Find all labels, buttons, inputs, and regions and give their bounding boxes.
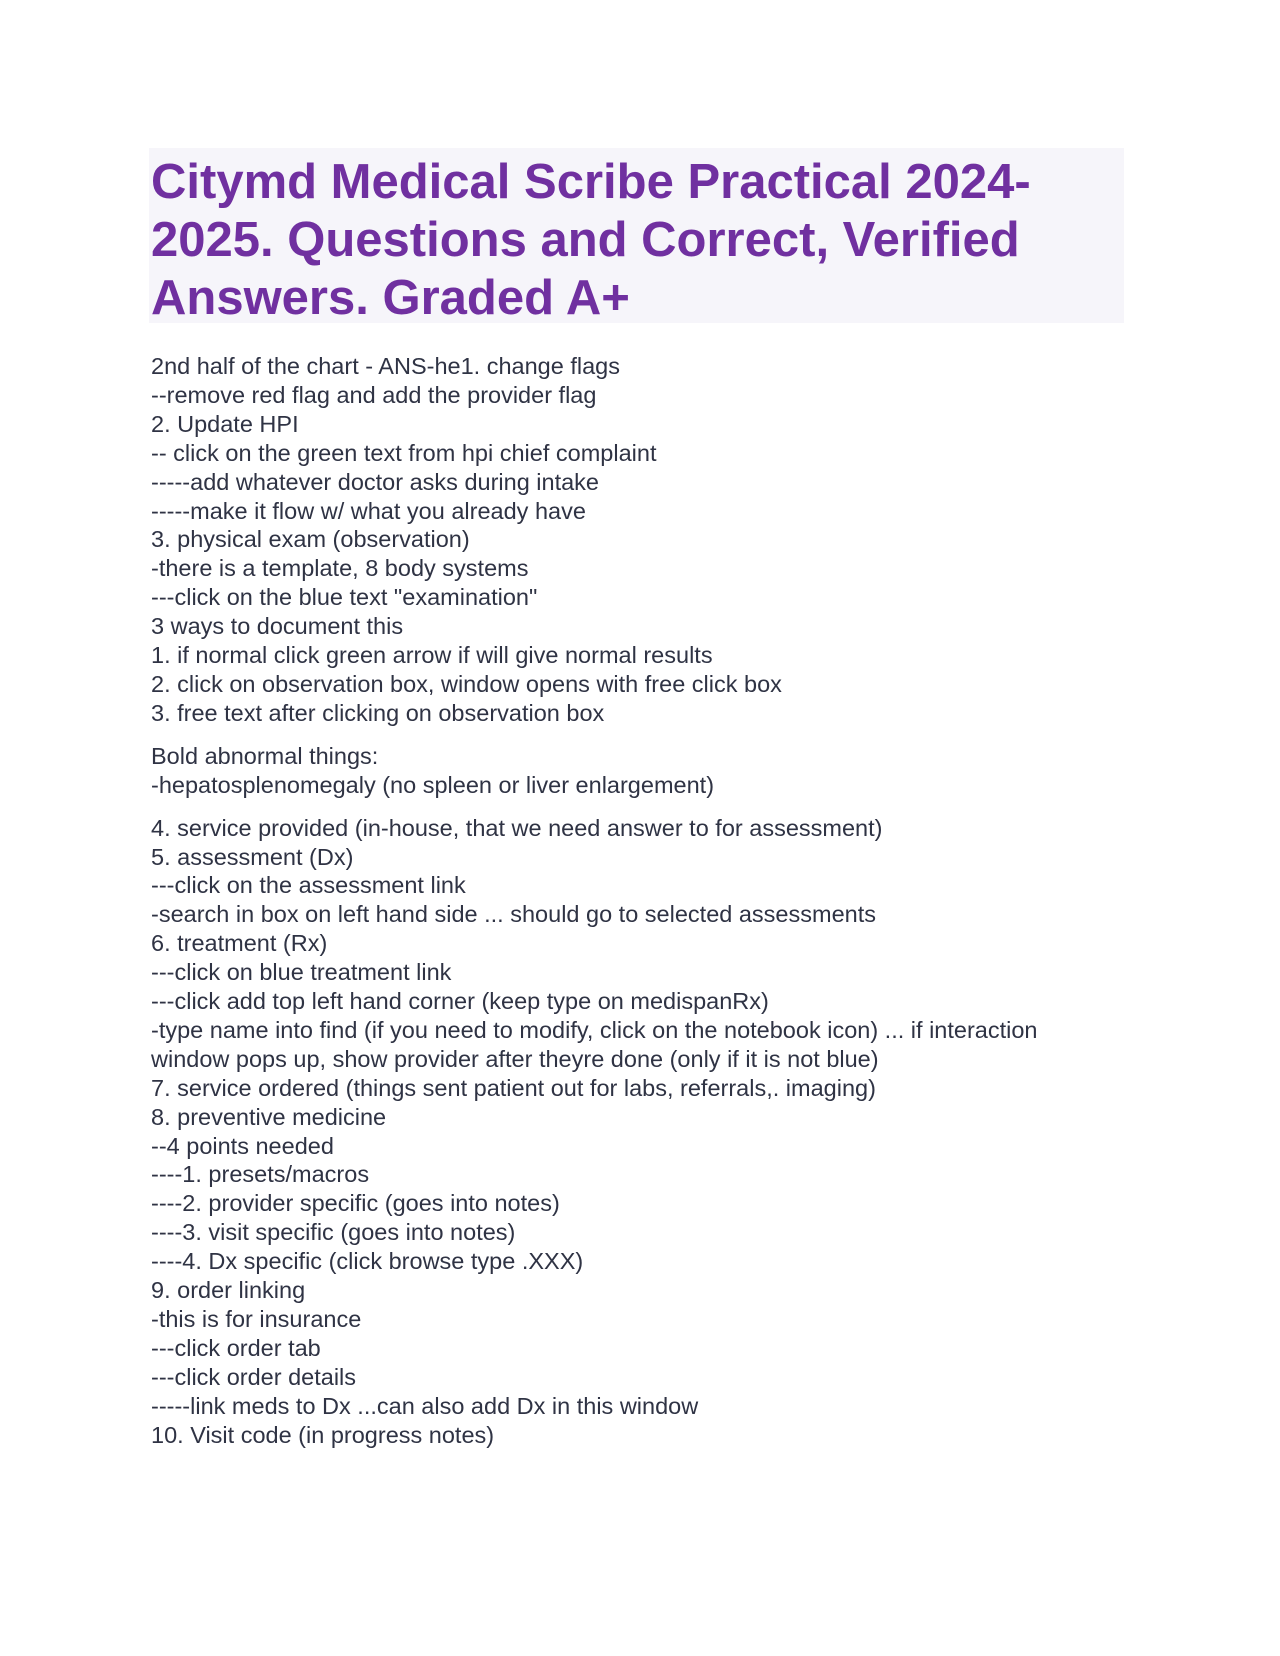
body-line: --remove red flag and add the provider flag [151,381,597,408]
body-line: -----link meds to Dx ...can also add Dx in this window [151,1392,699,1419]
blank-line [151,728,1151,742]
body-line: 2nd half of the chart - ANS-he1. change flags [151,353,620,379]
body-line: ----2. provider specific (goes into notes) [151,1190,560,1217]
body-line: -this is for insurance [151,1306,362,1332]
body-line: ---click on the assessment link [151,872,466,899]
body-line: ----4. Dx specific (click browse type .XXX) [151,1248,584,1275]
body-line: ---click order details [151,1363,357,1390]
body-line: ----1. presets/macros [151,1161,370,1188]
body-line: 5. assessment (Dx) [151,843,354,870]
body-line: -- click on the green text from hpi chief complaint [151,439,657,466]
body-line: 6. treatment (Rx) [151,930,328,957]
body-line: -----make it flow w/ what you already have [151,497,586,524]
body-line: 3. physical exam (observation) [151,526,470,553]
body-line: 3. free text after clicking on observation box [151,699,605,726]
body-line: 4. service provided (in-house, that we need answer to for assessment) [151,814,883,841]
document-title: Citymd Medical Scribe Practical 2024-2025. Questions and Correct, Verified Answers. Graded A+ [151,155,1031,325]
document-body [151,352,1151,1450]
body-line: ---click order tab [151,1334,321,1361]
body-line: 9. order linking [151,1277,306,1304]
body-line: -there is a template, 8 body systems [151,555,529,582]
body-line: 8. preventive medicine [151,1103,387,1130]
body-line: ---click on the blue text "examination" [151,584,538,611]
body-line: -search in box on left hand side ... should go to selected assessments [151,901,877,928]
blank-line [151,800,1151,814]
body-line: -type name into find (if you need to modify, click on the notebook icon) ... if interaction window pops up, show provider after theyre done (only if it is not blue) [151,1016,1045,1072]
body-line: ---click on blue treatment link [151,959,452,986]
body-line: ----3. visit specific (goes into notes) [151,1219,516,1246]
body-line: 3 ways to document this [151,613,404,640]
body-line: -----add whatever doctor asks during intake [151,468,600,495]
body-line: 7. service ordered (things sent patient out for labs, referrals,. imaging) [151,1074,876,1101]
body-line: --4 points needed [151,1132,334,1159]
body-line: ---click add top left hand corner (keep type on medispanRx) [151,988,769,1015]
body-line: 10. Visit code (in progress notes) [151,1421,495,1448]
body-line: 1. if normal click green arrow if will give normal results [151,642,713,669]
body-line: -hepatosplenomegaly (no spleen or liver enlargement) [151,771,715,798]
body-line: 2. Update HPI [151,410,299,437]
body-line: Bold abnormal things: [151,742,379,769]
body-line: 2. click on observation box, window opens with free click box [151,670,782,697]
title-banner [149,148,1124,323]
